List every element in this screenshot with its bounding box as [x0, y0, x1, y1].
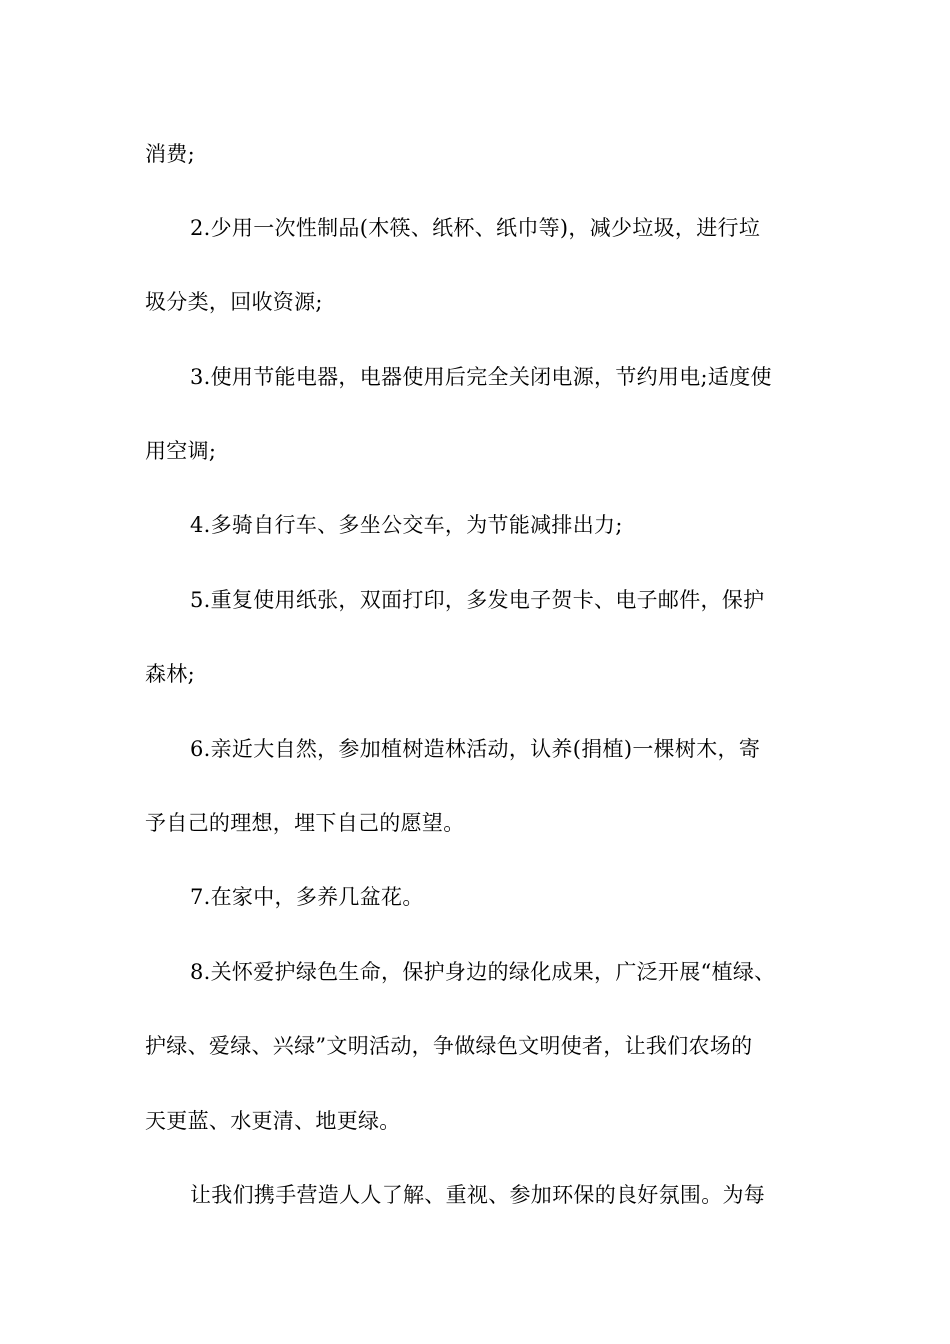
item-3-line-1: 3.使用节能电器，电器使用后完全关闭电源，节约用电;适度使 [190, 365, 772, 389]
item-3-line-2: 用空调; [145, 439, 217, 463]
closing-paragraph-line-1: 让我们携手营造人人了解、重视、参加环保的良好氛围。为每 [190, 1183, 766, 1207]
item-8-line-1: 8.关怀爱护绿色生命，保护身边的绿化成果，广泛开展“植绿、 [190, 960, 776, 984]
text-line-consumption: 消费; [145, 142, 195, 166]
item-2-line-2: 圾分类，回收资源; [145, 290, 323, 314]
item-8-line-2: 护绿、爱绿、兴绿”文明活动，争做绿色文明使者，让我们农场的 [145, 1034, 753, 1058]
item-6-line-2: 予自己的理想，埋下自己的愿望。 [145, 811, 465, 835]
item-6-line-1: 6.亲近大自然，参加植树造林活动，认养(捐植)一棵树木，寄 [190, 737, 761, 761]
item-5-line-1: 5.重复使用纸张，双面打印，多发电子贺卡、电子邮件，保护 [190, 588, 765, 612]
item-7-line-1: 7.在家中，多养几盆花。 [190, 885, 424, 909]
item-4-line-1: 4.多骑自行车、多坐公交车，为节能减排出力; [190, 513, 623, 537]
item-2-line-1: 2.少用一次性制品(木筷、纸杯、纸巾等)，减少垃圾，进行垃 [190, 216, 761, 240]
item-8-line-3: 天更蓝、水更清、地更绿。 [145, 1109, 401, 1133]
item-5-line-2: 森林; [145, 662, 195, 686]
